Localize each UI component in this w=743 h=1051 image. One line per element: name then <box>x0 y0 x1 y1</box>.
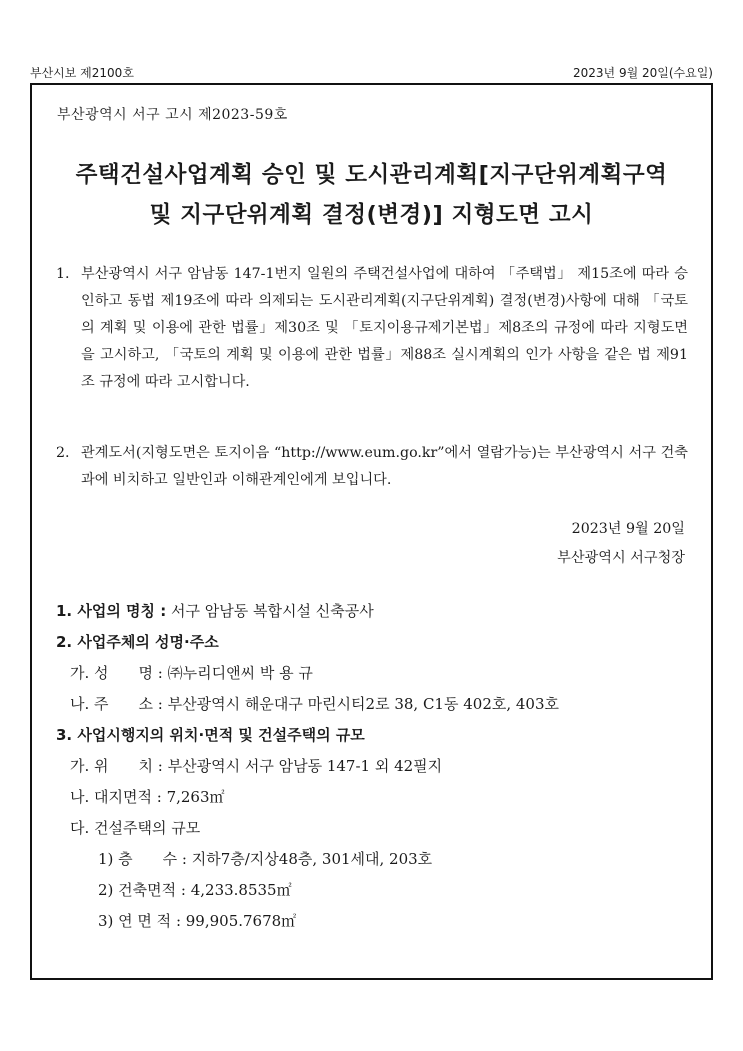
section-2-heading: 2. 사업주체의 성명·주소 <box>56 633 219 651</box>
section-1 <box>56 600 374 621</box>
signature-block <box>557 515 685 573</box>
section-3-a-label: 가. 위 치 : <box>70 757 163 775</box>
gazette-number: 부산시보 제2100호 <box>30 66 134 80</box>
title-line-1: 주택건설사업계획 승인 및 도시관리계획[지구단위계획구역 <box>75 162 668 188</box>
section-3-b: 나. 대지면적 : 7,263㎡ <box>70 788 225 806</box>
paragraph-1-text: 부산광역시 서구 암남동 147-1번지 일원의 주택건설사업에 대하여 「주택법」 제15조에 따라 승인하고 동법 제19조에 따라 의제되는 도시관리계획(지구단위계획) 결정(변경)사항에 대해 「국토의 계획 및 이용에 관한 법률」제30조 및 「토지이용규제기본법」제8조의 규정에 따라 지형도면을 고시하고, 「국토의 계획 및 이용에 관한 법률」제88조 실시계획의 인가 사항을 같은 법 제91조 규정에 따라 고시합니다. <box>81 266 688 390</box>
section-3-heading: 3. 사업시행지의 위치·면적 및 건설주택의 규모 <box>56 726 365 744</box>
section-3-c-3: 3) 연 면 적 : 99,905.7678㎡ <box>98 912 297 930</box>
paragraph-2 <box>56 440 688 494</box>
section-2-a-label: 가. 성 명 : <box>70 664 163 682</box>
paragraph-2-number: 2. <box>56 445 70 461</box>
paragraph-1 <box>56 261 688 396</box>
section-3-c-heading: 다. 건설주택의 규모 <box>70 819 201 837</box>
paragraph-2-text: 관계도서(지형도면은 토지이음 “http://www.eum.go.kr”에서 열람가능)는 부산광역시 서구 건축과에 비치하고 일반인과 이해관계인에게 보입니다. <box>81 445 688 488</box>
section-2-b-value: 부산광역시 해운대구 마린시티2로 38, C1동 402호, 403호 <box>167 695 560 713</box>
section-2-b-label: 나. 주 소 : <box>70 695 163 713</box>
signature-name: 부산광역시 서구청장 <box>557 550 685 566</box>
section-3-c-1: 1) 층 수 : 지하7층/지상48층, 301세대, 203호 <box>98 850 433 868</box>
notice-number: 부산광역시 서구 고시 제2023-59호 <box>57 107 288 123</box>
section-3-a <box>70 755 442 776</box>
paragraph-1-number: 1. <box>56 266 70 282</box>
section-1-value: 서구 암남동 복합시설 신축공사 <box>171 602 374 620</box>
section-3-c-2: 2) 건축면적 : 4,233.8535㎡ <box>98 881 292 899</box>
section-2-b <box>70 693 559 714</box>
running-header <box>30 62 713 82</box>
notice-frame <box>30 83 713 980</box>
title-line-2: 및 지구단위계획 결정(변경)] 지형도면 고시 <box>149 202 594 228</box>
signature-date: 2023년 9월 20일 <box>571 521 685 537</box>
issue-date: 2023년 9월 20일(수요일) <box>573 66 713 80</box>
section-2-a-value: ㈜누리디앤씨 박 용 규 <box>167 664 313 682</box>
section-3-a-value: 부산광역시 서구 암남동 147-1 외 42필지 <box>167 757 443 775</box>
section-2-a <box>70 662 313 683</box>
notice-title <box>32 155 711 235</box>
section-1-heading: 1. 사업의 명칭 : <box>56 602 167 620</box>
